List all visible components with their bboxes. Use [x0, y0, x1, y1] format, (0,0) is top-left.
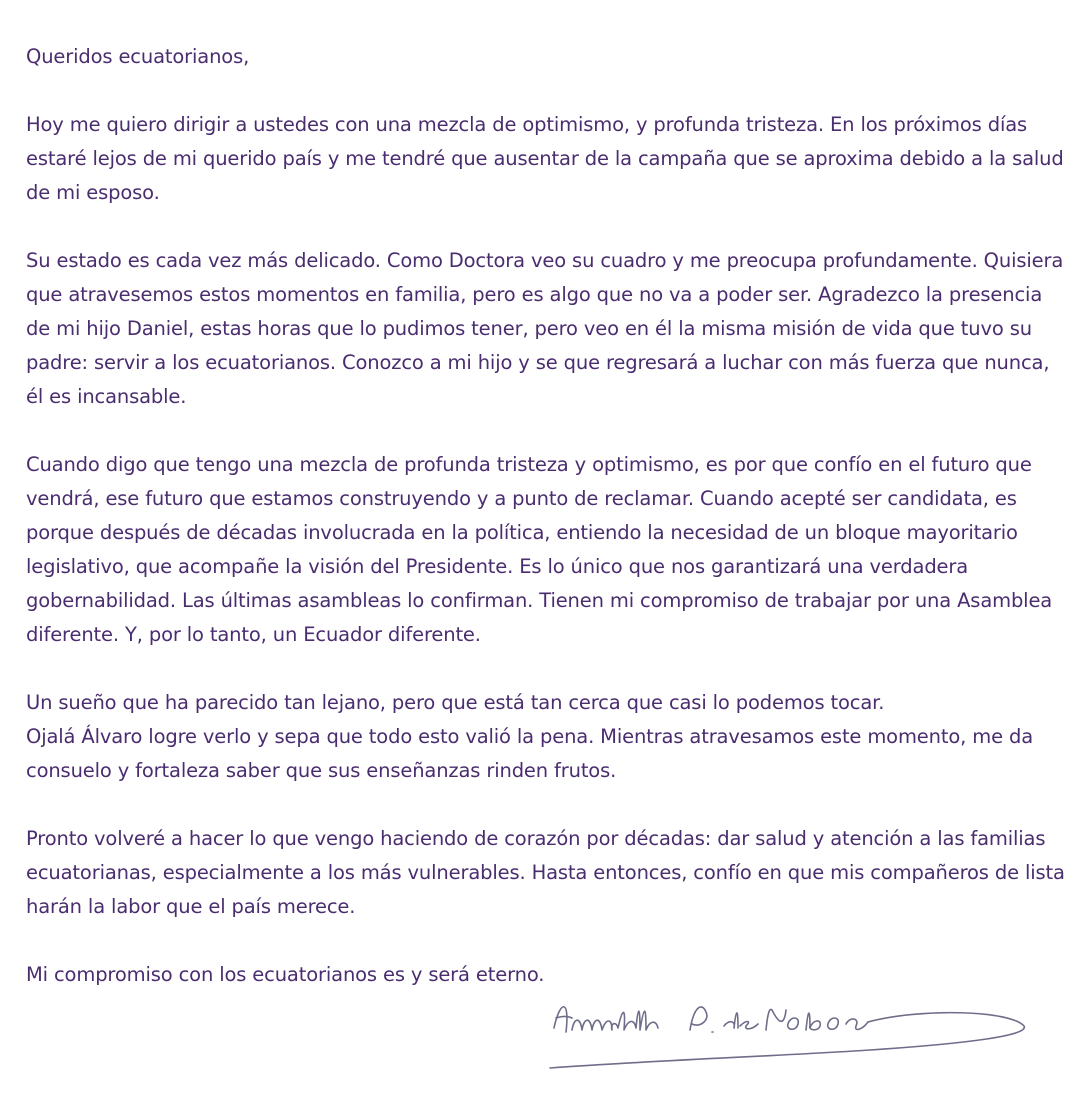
letter-paragraph: Pronto volveré a hacer lo que vengo haciendo de corazón por décadas: dar salud y atención a las familias ecuatorianas, especialmente a los más vulnerables. Hasta entonces, confío en que mis compañeros de lista harán la labor que el país merece. [26, 827, 1065, 918]
letter-closing: Mi compromiso con los ecuatorianos es y será eterno. [26, 963, 545, 986]
letter-body [26, 40, 1066, 992]
letter-paragraph: Hoy me quiero dirigir a ustedes con una mezcla de optimismo, y profunda tristeza. En los próximos días estaré lejos de mi querido país y me tendré que ausentar de la campaña que se aproxima debido a la salud de mi esposo. [26, 113, 1064, 204]
letter-paragraph: Cuando digo que tengo una mezcla de profunda tristeza y optimismo, es por que confío en el futuro que vendrá, ese futuro que estamos construyendo y a punto de reclamar. Cuando acepté ser candidata, es porque después de décadas involucrada en la política, entiendo la necesidad de un bloque mayoritario legislativo, que acompañe la visión del Presidente. Es lo único que nos garantizará una verdadera gobernabilidad. Las últimas asambleas lo confirman. Tienen mi compromiso de trabajar por una Asamblea diferente. Y, por lo tanto, un Ecuador diferente. [26, 453, 1053, 646]
letter-greeting: Queridos ecuatorianos, [26, 45, 250, 68]
letter-paragraph: Su estado es cada vez más delicado. Como Doctora veo su cuadro y me preocupa profundamente. Quisiera que atravesemos estos momentos en familia, pero es algo que no va a poder ser. Agradezco la presencia de mi hijo Daniel, estas horas que lo pudimos tener, pero veo en él la misma misión de vida que tuvo su padre: servir a los ecuatorianos. Conozco a mi hijo y se que regresará a luchar con más fuerza que nunca, él es incansable. [26, 249, 1064, 408]
letter-paragraph: Ojalá Álvaro logre verlo y sepa que todo esto valió la pena. Mientras atravesamos este momento, me da consuelo y fortaleza saber que sus enseñanzas rinden frutos. [26, 725, 1034, 782]
handwritten-signature [540, 980, 1040, 1080]
letter-paragraph: Un sueño que ha parecido tan lejano, pero que está tan cerca que casi lo podemos tocar. [26, 691, 885, 714]
